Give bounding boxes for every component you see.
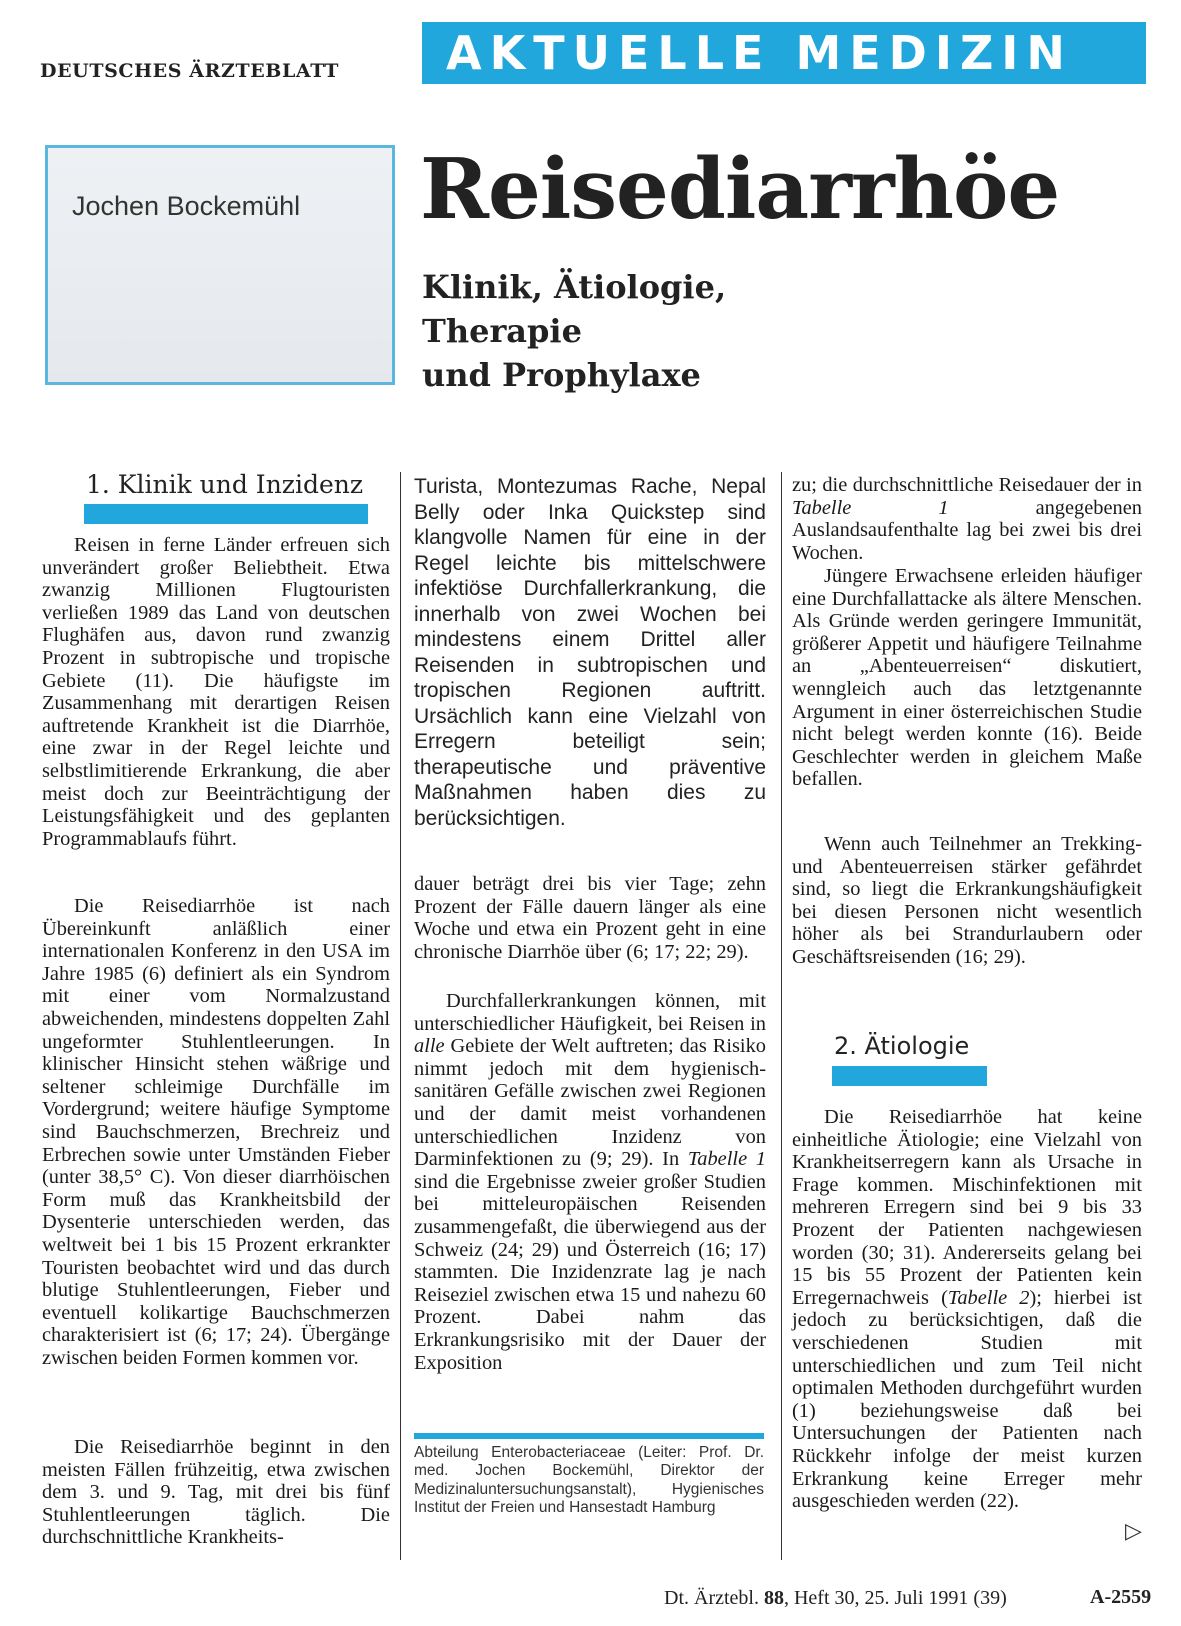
body-paragraph (792, 474, 1142, 564)
section-heading-bar (832, 1066, 987, 1086)
author-box (45, 145, 395, 385)
body-paragraph: Die Reisediarrhöe beginnt in den meisten Fällen frühzeitig, etwa zwischen dem 3. und 9. Tag, mit drei bis fünf Stuhlentleerungen täglich. Die durchschnittliche Krankheits- (42, 1436, 390, 1549)
page-number: A-2559 (1090, 1586, 1152, 1608)
subtitle-line: Klinik, Ätiologie, (422, 268, 727, 306)
body-paragraph (414, 990, 766, 1374)
subtitle-line: und Prophylaxe (422, 356, 701, 394)
text-run: Gebiete der Welt auftreten; das Risiko nimmt jedoch mit dem hygienisch-sanitären Gefälle zwischen zwei Regionen und der damit meist vorhandenen unterschiedlichen Inzidenz von Darminfektionen zu (9; 29). In (414, 1035, 766, 1171)
section-heading: 2. Ätiologie (834, 1032, 970, 1060)
text-run: Durchfallerkrankungen können, mit unterschiedlicher Häufigkeit, bei Reisen in (414, 990, 766, 1035)
citation-footer (664, 1587, 1007, 1610)
emphasis: alle (414, 1035, 445, 1058)
body-paragraph: Reisen in ferne Länder erfreuen sich unverändert großer Beliebtheit. Etwa zwanzig Millionen Flugtouristen verließen 1989 das Land von deutschen Flughäfen aus, davon rund zwanzig Prozent in subtropische und tropische Gebiete (11). Die häufigste im Zusammenhang mit derartigen Reisen auftretende Krankheit ist die Diarrhöe, eine zwar in der Regel leichte und selbstlimitierende Erkrankung, die aber meist doch zur Beeinträchtigung der Leistungsfähigkeit und des geplanten Programmablaufs führt. (42, 534, 390, 850)
body-paragraph: dauer beträgt drei bis vier Tage; zehn Prozent der Fälle dauern länger als eine Woche und etwa ein Prozent geht in eine chronische Diarrhöe über (6; 17; 22; 29). (414, 873, 766, 963)
text-run: Dt. Ärztebl. (664, 1587, 764, 1609)
text-run: angegebenen Auslandsaufenthalte lag bei zwei bis drei Wochen. (792, 496, 1142, 564)
subtitle-line: Therapie (422, 312, 582, 350)
table-reference: Tabelle 2 (947, 1286, 1030, 1309)
text-run: Die Reisediarrhöe hat keine einheitliche Ätiologie; eine Vielzahl von Krankheitserregern kann als Ursache in Frage kommen. Mischinfektionen mit mehreren Erregern sind bei 9 bis 33 Prozent der Patienten nachgewiesen worden (30; 31). Andererseits gelang bei 15 bis 55 Prozent der Patienten kein Erregernachweis ( (792, 1106, 1142, 1309)
article-subtitle (422, 265, 726, 397)
text-run: ); hierbei ist jedoch zu berücksichtigen, daß die verschiedenen Studien mit unterschiedlichen und zum Teil nicht optimalen Methoden durchgeführt wurden (1) beziehungsweise daß bei Untersuchungen der Patienten nach Rückkehr infolge der meist kurzen Erkrankung keine Erreger mehr ausgeschieden werden (22). (792, 1286, 1142, 1513)
author-name: Jochen Bockemühl (72, 191, 301, 221)
body-paragraph: Die Reisediarrhöe ist nach Übereinkunft anläßlich einer internationalen Konferenz in den USA im Jahre 1985 (6) definiert als ein Syndrom mit einer vom Normalzustand abweichenden, mindestens doppelten Zahl ungeformter Stuhlentleerungen. In klinischer Hinsicht stehen wäßrige und seltener schleimige Durchfälle im Vordergrund; weitere häufige Symptome sind Bauchschmerzen, Brechreiz und Erbrechen sowie unter Umständen Fieber (unter 38,5° C). Von dieser diarrhöischen Form muß das Krankheitsbild der Dysenterie unterschieden werden, das weltweit bei 1 bis 15 Prozent erkrankter Touristen beobachtet wird und das durch blutige Stuhlentleerungen, Fieber und eventuell kolikartige Bauchschmerzen charakterisiert ist (6; 17; 24). Übergänge zwischen beiden Formen kommen vor. (42, 895, 390, 1369)
section-banner: AKTUELLE MEDIZIN (422, 22, 1146, 84)
column-divider (781, 472, 782, 1560)
section-heading: 1. Klinik und Inzidenz (86, 470, 364, 499)
journal-masthead: DEUTSCHES ÄRZTEBLATT (40, 60, 340, 82)
body-paragraph (792, 1106, 1142, 1513)
continue-arrow-icon: ▷ (1125, 1519, 1142, 1544)
column-divider (400, 472, 401, 1560)
text-run: sind die Ergebnisse zweier großer Studien bei mitteleuropäischen Reisenden zusammengefaßt, die überwiegend aus der Schweiz (24; 29) und Österreich (16; 17) stammten. Die Inzidenzrate lag je nach Reiseziel zwischen etwa 15 und nahezu 60 Prozent. Dabei nahm das Erkrankungsrisiko mit der Dauer der Exposition (414, 1170, 766, 1374)
table-reference: Tabelle 1 (687, 1148, 766, 1171)
section-heading-bar (84, 504, 368, 524)
volume-number: 88 (763, 1587, 784, 1609)
author-affiliation-footnote: Abteilung Enterobacteriaceae (Leiter: Prof. Dr. med. Jochen Bockemühl, Direktor der Medizinaluntersuchungsanstalt), Hygienisches Institut der Freien und Hansestadt Hamburg (414, 1433, 764, 1518)
text-run: zu; die durchschnittliche Reisedauer der in (792, 474, 1142, 496)
article-title: Reisediarrhöe (420, 140, 1060, 238)
table-reference: Tabelle 1 (792, 496, 949, 519)
text-run: , Heft 30, 25. Juli 1991 (39) (783, 1587, 1007, 1609)
body-paragraph: Wenn auch Teilnehmer an Trekking- und Abenteuerreisen stärker gefährdet sind, so liegt die Erkrankungshäufigkeit bei diesen Personen nicht wesentlich höher als bei Strandurlaubern oder Geschäftsreisenden (16; 29). (792, 833, 1142, 968)
body-paragraph: Jüngere Erwachsene erleiden häufiger eine Durchfallattacke als ältere Menschen. Als Gründe werden geringere Immunität, größerer Appetit und häufigere Teilnahme an „Abenteuerreisen“ diskutiert, wenngleich auch das letztgenannte Argument in einer österreichischen Studie nicht belegt werden konnte (16). Beide Geschlechter werden in gleichem Maße befallen. (792, 565, 1142, 791)
intro-paragraph: Turista, Montezumas Rache, Nepal Belly oder Inka Quickstep sind klangvolle Namen für eine in der Regel leichte bis mittelschwere infektiöse Durchfallerkrankung, die innerhalb von zwei Wochen bei mindestens einem Drittel aller Reisenden in subtropischen und tropischen Regionen auftritt. Ursächlich kann eine Vielzahl von Erregern beteiligt sein; therapeutische und präventive Maßnahmen haben dies zu berücksichtigen. (414, 475, 766, 830)
